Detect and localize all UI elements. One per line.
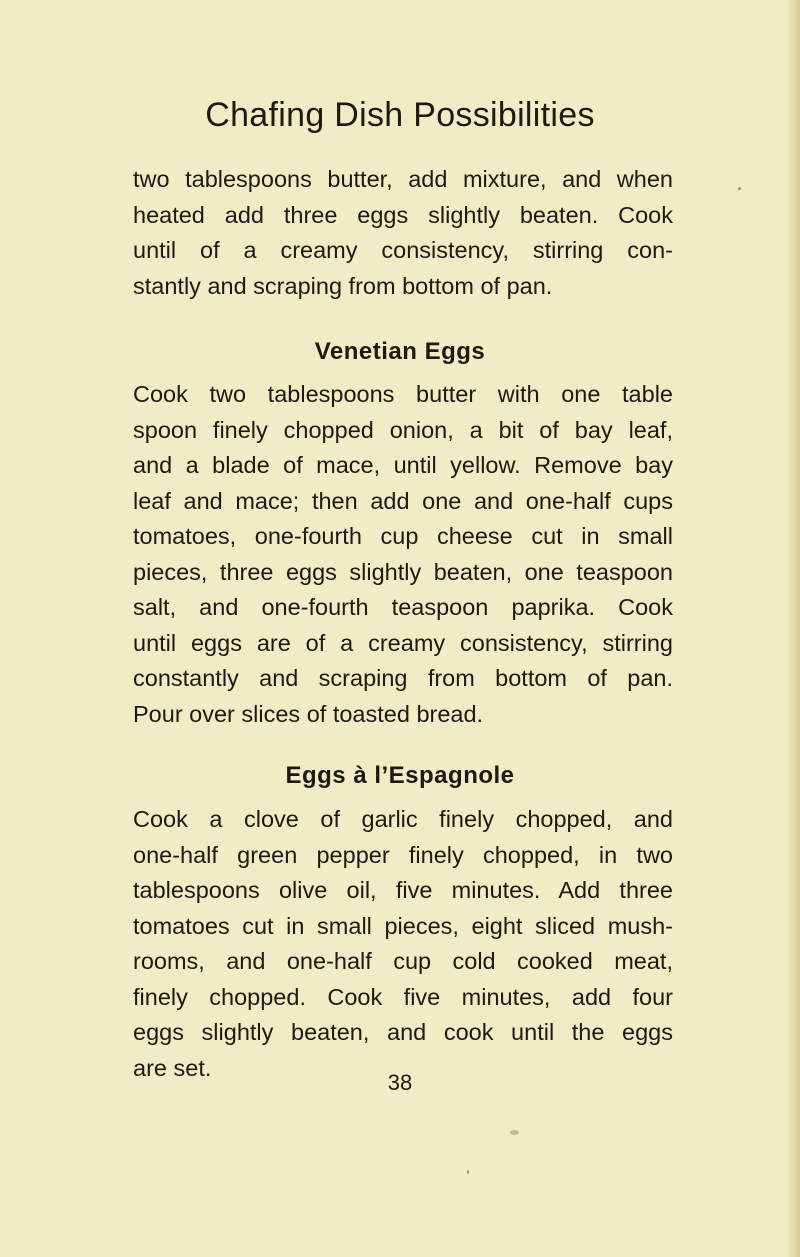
text-line: constantly and scraping from bottom of pan. [133, 665, 673, 691]
text-line: tomatoes, one-fourth cup cheese cut in small [133, 523, 673, 549]
text-line: tomatoes cut in small pieces, eight sliced mush- [133, 912, 673, 939]
page-number: 38 [387, 1070, 413, 1095]
paper-speck [510, 1130, 519, 1135]
recipe-body-venetian-eggs [133, 377, 673, 732]
text-line: stantly and scraping from bottom of pan. [133, 272, 553, 299]
text-line: salt, and one-fourth teaspoon paprika. Cook [133, 594, 673, 620]
text-line: eggs slightly beaten, and cook until the eggs [133, 1019, 673, 1045]
text-line: spoon finely chopped onion, a bit of bay leaf, [133, 416, 673, 443]
text-line: one-half green pepper finely chopped, in two [133, 841, 673, 868]
running-head: Chafing Dish Possibilities [205, 96, 595, 134]
recipe-title-venetian-eggs: Venetian Eggs [314, 338, 486, 365]
text-line: Cook a clove of garlic finely chopped, and [133, 806, 673, 832]
text-line: and a blade of mace, until yellow. Remove bay [133, 452, 673, 478]
recipe-title-eggs-a-lespagnole: Eggs à l’Espagnole [285, 762, 515, 789]
text-line: until of a creamy consistency, stirring con- [133, 237, 673, 263]
paper-speck [467, 1170, 469, 1174]
text-line: rooms, and one-half cup cold cooked meat, [133, 948, 673, 974]
paper-speck [738, 187, 741, 190]
text-line: tablespoons olive oil, five minutes. Add three [133, 877, 673, 903]
text-line: are set. [133, 1054, 212, 1081]
text-line: until eggs are of a creamy consistency, stirring [133, 629, 673, 656]
text-line: heated add three eggs slightly beaten. Cook [133, 201, 673, 228]
text-line: pieces, three eggs slightly beaten, one teaspoon [133, 558, 673, 585]
continuation-paragraph [133, 162, 673, 304]
text-line: two tablespoons butter, add mixture, and when [133, 166, 673, 192]
text-line: Pour over slices of toasted bread. [133, 700, 484, 727]
recipe-body-eggs-a-lespagnole [133, 802, 673, 1086]
text-line: leaf and mace; then add one and one-half cups [133, 487, 673, 514]
text-line: Cook two tablespoons butter with one table [133, 381, 673, 407]
text-line: finely chopped. Cook five minutes, add four [133, 983, 673, 1010]
page-edge-shadow [786, 0, 800, 1257]
